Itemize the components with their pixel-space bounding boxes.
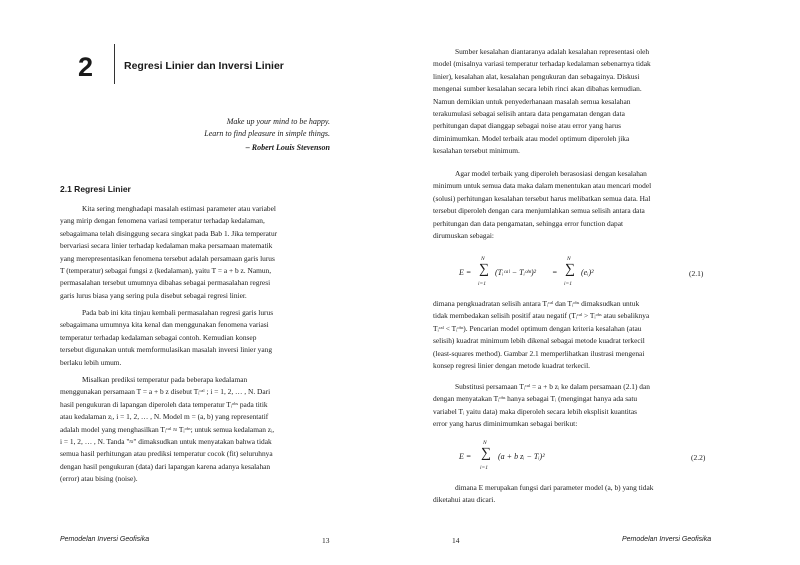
section-heading: 2.1 Regresi Linier xyxy=(60,184,131,194)
text-line: dengan menyatakan Tᵢᵒᵇˢ hanya sebagai Tᵢ (mengingat hanya ada satu xyxy=(433,394,638,404)
footer-book-title: Pemodelan Inversi Geofisika xyxy=(622,536,712,543)
paragraph xyxy=(433,482,713,507)
text-line: dengan hasil pengukuran (data) dari lapangan karena adanya kesalahan xyxy=(60,461,271,471)
text-line: bervariasi secara linier terhadap kedalaman maka persamaan matematik xyxy=(60,241,273,251)
text-line: temperatur terhadap kedalaman sebagai contoh. Kemudian konsep xyxy=(60,332,257,342)
text-line: Misalkan prediksi temperatur pada beberapa kedalaman xyxy=(82,375,248,384)
right-page xyxy=(400,0,800,565)
eq-equals: = xyxy=(552,268,558,277)
chapter-number: 2 xyxy=(78,52,94,82)
text-line: tersebut digunakan untuk memformulasikan masalah inversi linier yang xyxy=(60,345,273,355)
equation-number: (2.2) xyxy=(691,453,706,462)
text-line: perhitungan dan data pengamatan, sehingga error function dapat xyxy=(433,218,624,228)
page-number: 13 xyxy=(322,536,330,545)
text-line: semua hasil perhitungan atau prediksi temperatur cocok (fit) seluruhnya xyxy=(60,449,273,459)
text-line: Substitusi persamaan Tᵢᶜᵃˡ = a + b zᵢ ke dalam persamaan (2.1) dan xyxy=(455,382,650,391)
text-line: tidak membedakan selisih positif atau negatif (Tᵢᶜᵃˡ > Tᵢᵒᵇˢ atau sebaliknya xyxy=(433,311,650,321)
text-line: mengenai sumber kesalahan secara lebih rinci akan dibahas kemudian. xyxy=(433,84,642,94)
paragraph xyxy=(433,168,713,242)
eq-term-1: (Tᵢᶜᵃˡ − Tᵢᵒᵇˢ)² xyxy=(495,268,537,277)
sigma-symbol: ∑ xyxy=(481,446,491,461)
text-line: terakumulasi sebagai selisih antara data pengamatan dengan data xyxy=(433,109,625,119)
sum-upper-limit: N xyxy=(483,440,487,446)
eq-term: (a + b zᵢ − Tᵢ)² xyxy=(498,452,545,461)
chapter-title: Regresi Linier dan Inversi Linier xyxy=(124,60,284,72)
text-line: (solusi) perhitungan kesalahan tersebut harus melibatkan semua data. Hal xyxy=(433,193,651,203)
chapter-divider xyxy=(114,44,115,84)
sigma-symbol: ∑ xyxy=(565,262,575,277)
text-line: sebagaimana telah disinggung secara singkat pada Bab 1. Jika temperatur xyxy=(60,228,278,238)
paragraph xyxy=(60,307,330,369)
text-line: garis lurus biasa yang sering pula disebut sebagai regresi linier. xyxy=(60,290,247,300)
sum-lower-limit: i=1 xyxy=(564,281,572,287)
text-line: error yang harus diminimumkan sebagai berikut: xyxy=(433,419,578,429)
text-line: Agar model terbaik yang diperoleh berasosiasi dengan kesalahan xyxy=(455,169,647,178)
paragraph xyxy=(433,46,713,158)
text-line: T (temperatur) sebagai fungsi z (kedalaman), yaitu T = a + b z. Namun, xyxy=(60,266,272,276)
sigma-symbol: ∑ xyxy=(479,262,489,277)
paragraph xyxy=(433,298,713,372)
page-number: 14 xyxy=(452,536,460,545)
eq-lhs: E = xyxy=(459,268,472,277)
text-line: perhitungan dapat dianggap sebagai noise atau error yang harus xyxy=(433,121,621,131)
sum-upper-limit: N xyxy=(481,256,485,262)
text-line: (least-squares method). Gambar 2.1 memperlihatkan ilustrasi mengenai xyxy=(433,348,645,358)
text-line: Kita sering menghadapi masalah estimasi parameter atau variabel xyxy=(82,204,276,213)
eq-lhs: E = xyxy=(459,452,472,461)
text-line: selisih) kuadrat minimum lebih dikenal sebagai metode kuadrat terkecil xyxy=(433,336,645,346)
epigraph-author: – Robert Louis Stevenson xyxy=(245,143,330,152)
text-line: menggunakan persamaan T = a + b z disebut Tᵢᶜᵃˡ ; i = 1, 2, … , N. Dari xyxy=(60,387,271,397)
text-line: minimum untuk semua data maka dalam menentukan atau mencari model xyxy=(433,181,652,191)
footer-book-title: Pemodelan Inversi Geofisika xyxy=(60,536,150,543)
text-line: model (misalnya variasi temperatur terhadap kedalaman sebenarnya tidak xyxy=(433,59,651,69)
text-line: Tᵢᶜᵃˡ < Tᵢᵒᵇˢ). Pencarian model optimum dengan kriteria kesalahan (atau xyxy=(433,323,642,333)
epigraph-line-2: Learn to find pleasure in simple things. xyxy=(204,129,330,138)
text-line: (error) atau bising (noise). xyxy=(60,474,138,484)
text-line: konsep regresi linier dengan metode kuadrat terkecil. xyxy=(433,361,590,371)
text-line: berlaku lebih umum. xyxy=(60,357,122,367)
equation-number: (2.1) xyxy=(689,269,704,278)
text-line: kesalahan tersebut minimum. xyxy=(433,146,520,156)
text-line: dimana E merupakan fungsi dari parameter model (a, b) yang tidak xyxy=(455,483,654,492)
text-line: i = 1, 2, … , N. Tanda "≈" dimaksudkan untuk menyatakan bahwa tidak xyxy=(60,437,272,447)
text-line: Namun demikian untuk penyederhanaan masalah semua kesalahan xyxy=(433,96,631,106)
paragraph xyxy=(433,381,713,431)
text-line: dimana pengkuadratan selisih antara Tᵢᶜᵃˡ dan Tᵢᵒᵇˢ dimaksudkan untuk xyxy=(433,299,640,308)
sum-lower-limit: i=1 xyxy=(478,281,486,287)
text-line: linier), kesalahan alat, kesalahan pengukuran dan sebagainya. Diskusi xyxy=(433,71,640,81)
text-line: sebagaimana umumnya kita kenal dan menggunakan fenomena variasi xyxy=(60,320,269,330)
text-line: hasil pengukuran di lapangan diperoleh data temperatur Tᵢᵒᵇˢ pada titik xyxy=(60,399,268,409)
text-line: variabel Tᵢ yaitu data) maka diperoleh secara lebih eksplisit kuantitas xyxy=(433,406,638,416)
paragraph xyxy=(60,203,330,302)
text-line: dirumuskan sebagai: xyxy=(433,231,494,241)
text-line: Sumber kesalahan diantaranya adalah kesalahan representasi oleh xyxy=(455,47,650,56)
text-line: diketahui atau dicari. xyxy=(433,495,496,505)
text-line: permasalahan tersebut umumnya dibahas sebagai permasalahan regresi xyxy=(60,278,271,288)
epigraph-line-1: Make up your mind to be happy. xyxy=(226,117,330,126)
text-line: tersebut diperoleh dengan cara menjumlahkan semua selisih antara data xyxy=(433,206,645,216)
text-line: yang merepresentasikan fenomena tersebut adalah persamaan garis lurus xyxy=(60,253,275,263)
paragraph xyxy=(60,374,330,486)
eq-term-2: (eᵢ)² xyxy=(581,268,594,277)
text-line: Pada bab ini kita tinjau kembali permasalahan regresi garis lurus xyxy=(82,308,274,317)
sum-lower-limit: i=1 xyxy=(480,465,488,471)
sum-upper-limit: N xyxy=(567,256,571,262)
text-line: atau kedalaman zᵢ, i = 1, 2, … , N. Model m = (a, b) yang representatif xyxy=(60,412,269,422)
text-line: yang mirip dengan fenomena variasi temperatur terhadap kedalaman, xyxy=(60,216,265,226)
text-line: adalah model yang menghasilkan Tᵢᶜᵃˡ ≈ Tᵢᵒᵇˢ; untuk semua kedalaman zᵢ, xyxy=(60,424,275,434)
text-line: diminimumkan. Model terbaik atau model optimum diperoleh jika xyxy=(433,133,630,143)
